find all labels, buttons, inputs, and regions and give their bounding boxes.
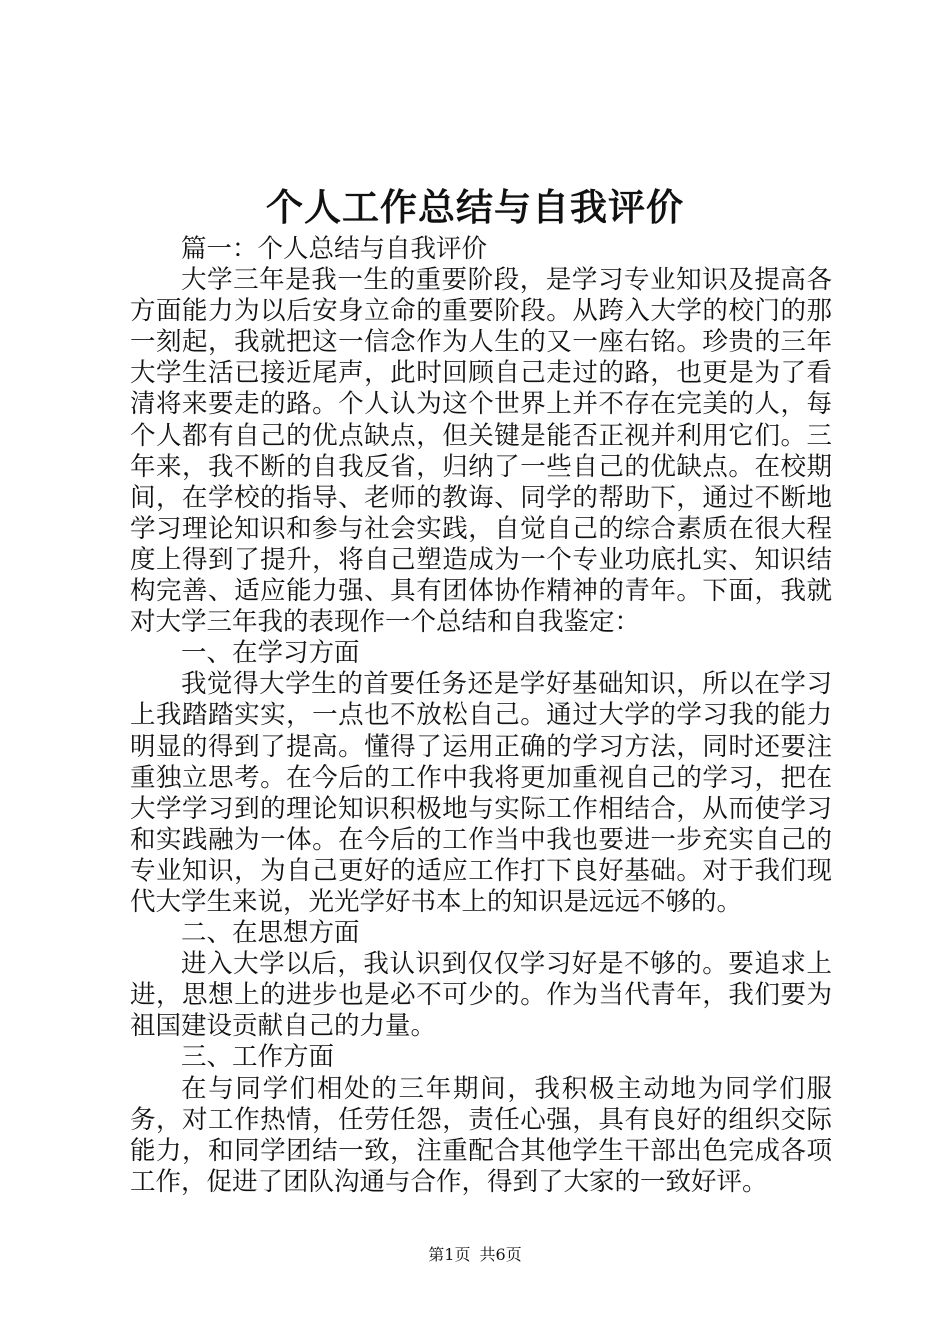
thought-paragraph: 进入大学以后，我认识到仅仅学习好是不够的。要追求上进，思想上的进步也是必不可少的。作为当代青年，我们要为祖国建设贡献自己的力量。: [130, 949, 832, 1042]
section-heading-thought: 二、在思想方面: [181, 918, 360, 949]
work-paragraph: 在与同学们相处的三年期间，我积极主动地为同学们服务，对工作热情，任劳任怨，责任心强，具有良好的组织交际能力，和同学团结一致，注重配合其他学生干部出色完成各项工作，促进了团队沟通与合作，得到了大家的一致好评。: [130, 1073, 832, 1197]
study-paragraph: 我觉得大学生的首要任务还是学好基础知识，所以在学习上我踏踏实实，一点也不放松自己。通过大学的学习我的能力明显的得到了提高。懂得了运用正确的学习方法，同时还要注重独立思考。在今后的工作中我将更加重视自己的学习，把在大学学习到的理论知识积极地与实际工作相结合，从而使学习和实践融为一体。在今后的工作当中我也要进一步充实自己的专业知识，为自己更好的适应工作打下良好基础。对于我们现代大学生来说，光光学好书本上的知识是远远不够的。: [130, 669, 832, 917]
page-number-footer: 第1页 共6页: [428, 1245, 522, 1264]
section-heading-study: 一、在学习方面: [181, 638, 360, 669]
section-heading-work: 三、工作方面: [181, 1042, 335, 1073]
intro-paragraph: 大学三年是我一生的重要阶段，是学习专业知识及提高各方面能力为以后安身立命的重要阶段。从跨入大学的校门的那一刻起，我就把这一信念作为人生的又一座右铭。珍贵的三年大学生活已接近尾声，此时回顾自己走过的路，也更是为了看清将来要走的路。个人认为这个世界上并不存在完美的人，每个人都有自己的优点缺点，但关键是能否正视并利用它们。三年来，我不断的自我反省，归纳了一些自己的优缺点。在校期间，在学校的指导、老师的教诲、同学的帮助下，通过不断地学习理论知识和参与社会实践，自觉自己的综合素质在很大程度上得到了提升，将自己塑造成为一个专业功底扎实、知识结构完善、适应能力强、具有团体协作精神的青年。下面，我就对大学三年我的表现作一个总结和自我鉴定：: [130, 265, 832, 638]
document-body: [130, 234, 832, 1198]
section-heading-part-one: 篇一：个人总结与自我评价: [181, 234, 488, 264]
document-title: 个人工作总结与自我评价: [266, 185, 684, 229]
